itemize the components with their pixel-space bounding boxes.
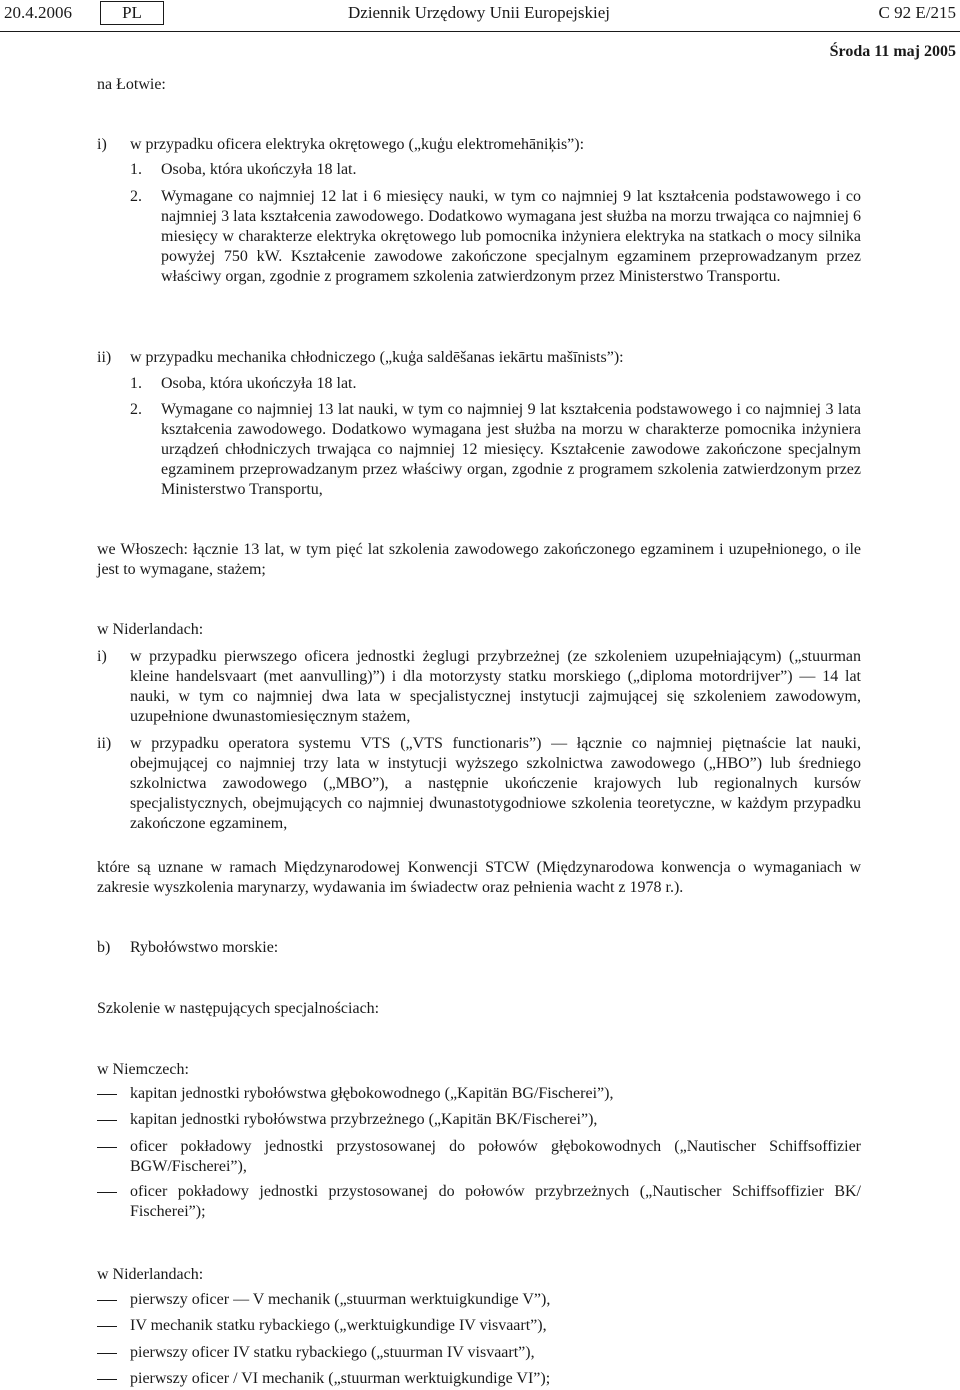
latvia-i-2-text: Wymagane co najmniej 12 lat i 6 miesięcy nauki, w tym co najmniej 9 lat kształcenia podstawowego i co najmniej 3 lata kształcenia zawodowego. Dodatkowo wymagana jest służba na morzu trwająca co najmniej 6 miesięcy w charakterze elektryka okrętowego lub pomocnika inżyniera elektryka na statkach o mocy silnika powyżej 750 kW. Kształcenie zawodowe zakończone specjalnym egzaminem przeprowadzanym przez właściwy organ, zgodnie z programem szkolenia zatwierdzonym przez Ministerstwo Transportu. (161, 188, 861, 285)
latvia-ii-2-num: 2. (130, 401, 142, 418)
netherlands2-item-4: pierwszy oficer / VI mechanik („stuurman werktuigkundige VI”); (130, 1370, 551, 1387)
list-dash (97, 1094, 117, 1095)
latvia-ii-2-text: Wymagane co najmniej 13 lat nauki, w tym co najmniej 9 lat kształcenia podstawowego i co najmniej 3 lata kształcenia zawodowego. Dodatkowo wymagana jest służba na morzu w charakterze pomocnika inżyniera urządzeń chłodniczych trwająca co najmniej 12 miesięcy. Kształcenie zawodowe zakończone specjalnym egzaminem przeprowadzanym przez właściwy organ, zgodnie z programem szkolenia zatwierdzonym przez Ministerstwo Transportu, (161, 401, 861, 498)
netherlands-ii-text: w przypadku operatora systemu VTS („VTS functionaris”) — łącznie co najmniej piętnaście lat nauki, obejmującej co najmniej trzy lata w instytucji wyższego szkolnictwa zawodowego („HBO”) lub średniego szkolnictwa zawodowego („MBO”), a następnie ukończenie krajowych lub regionalnych kursów specjalistycznych, obejmujących co najmniej dwunastotygodniowe szkolenia teoretyczne, w każdym przypadku zakończone egzaminem, (130, 735, 861, 832)
latvia-i-1-text: Osoba, która ukończyła 18 lat. (161, 161, 357, 178)
netherlands-i-label: i) (97, 648, 107, 665)
netherlands2-heading: w Niderlandach: (97, 1266, 204, 1283)
page-header (0, 0, 960, 33)
language-badge: PL (100, 1, 164, 25)
netherlands2-item-2: IV mechanik statku rybackiego („werktuigkundige IV visvaart”), (130, 1317, 547, 1334)
list-dash (97, 1326, 117, 1327)
list-dash (97, 1300, 117, 1301)
germany-item-4: oficer pokładowy jednostki przystosowanej do połowów przybrzeżnych („Nautischer Schiffsoffizier BK/ Fischerei”); (130, 1183, 861, 1220)
netherlands-heading: w Niderlandach: (97, 621, 204, 638)
netherlands2-item-3: pierwszy oficer IV statku rybackiego („stuurman IV visvaart”), (130, 1344, 535, 1361)
page-reference: C 92 E/215 (878, 3, 956, 22)
italy-paragraph: we Włoszech: łącznie 13 lat, w tym pięć lat szkolenia zawodowego zakończonego egzaminem i uzupełnionego, o ile jest to wymagane, stażem; (97, 541, 861, 578)
germany-item-1: kapitan jednostki rybołówstwa głębokowodnego („Kapitän BG/Fischerei”), (130, 1085, 614, 1102)
netherlands-ii-label: ii) (97, 735, 112, 752)
latvia-i-2-num: 2. (130, 188, 142, 205)
latvia-heading: na Łotwie: (97, 76, 166, 93)
publication-date: 20.4.2006 (4, 3, 72, 22)
section-b-title: Rybołówstwo morskie: (130, 939, 279, 956)
list-dash (97, 1353, 117, 1354)
latvia-i-1-num: 1. (130, 161, 142, 178)
list-dash (97, 1147, 117, 1148)
header-rule (0, 31, 960, 32)
latvia-ii-1-text: Osoba, która ukończyła 18 lat. (161, 375, 357, 392)
latvia-i-text: w przypadku oficera elektryka okrętowego („kuģu elektromehāniķis”): (130, 136, 585, 153)
germany-item-3: oficer pokładowy jednostki przystosowanej do połowów głębokowodnych („Nautischer Schiffsoffizier BGW/Fischerei”), (130, 1138, 861, 1175)
list-dash (97, 1192, 117, 1193)
latvia-ii-text: w przypadku mechanika chłodniczego („kuģa saldēšanas iekārtu mašīnists”): (130, 349, 624, 366)
session-date: Środa 11 maj 2005 (829, 43, 956, 60)
netherlands2-item-1: pierwszy oficer — V mechanik („stuurman werktuigkundige V”), (130, 1291, 551, 1308)
germany-item-2: kapitan jednostki rybołówstwa przybrzeżnego („Kapitän BK/Fischerei”), (130, 1111, 598, 1128)
list-dash (97, 1379, 117, 1380)
netherlands-i-text: w przypadku pierwszego oficera jednostki żeglugi przybrzeżnej (ze szkoleniem uzupełniającym) („stuurman kleine handelsvaart (met aanvulling)”) i dla motorzysty statku morskiego („diploma motordrijver”) — 14 lat nauki, w tym co najmniej dwa lata w specjalistycznej instytucji zajmującej się szkoleniem zawodowym, uzupełnione dwunastomiesięcznym stażem, (130, 648, 861, 725)
stcw-paragraph: które są uznane w ramach Międzynarodowej Konwencji STCW (Międzynarodowa konwencja o wymaganiach w zakresie wyszkolenia marynarzy, wydawania im świadectw oraz pełnienia wacht z 1978 r.). (97, 859, 861, 896)
journal-title: Dziennik Urzędowy Unii Europejskiej (348, 3, 611, 22)
section-b-label: b) (97, 939, 111, 956)
list-dash (97, 1120, 117, 1121)
training-heading: Szkolenie w następujących specjalnościach: (97, 1000, 380, 1017)
latvia-ii-1-num: 1. (130, 375, 142, 392)
germany-heading: w Niemczech: (97, 1061, 189, 1078)
latvia-ii-label: ii) (97, 349, 112, 366)
latvia-i-label: i) (97, 136, 107, 153)
